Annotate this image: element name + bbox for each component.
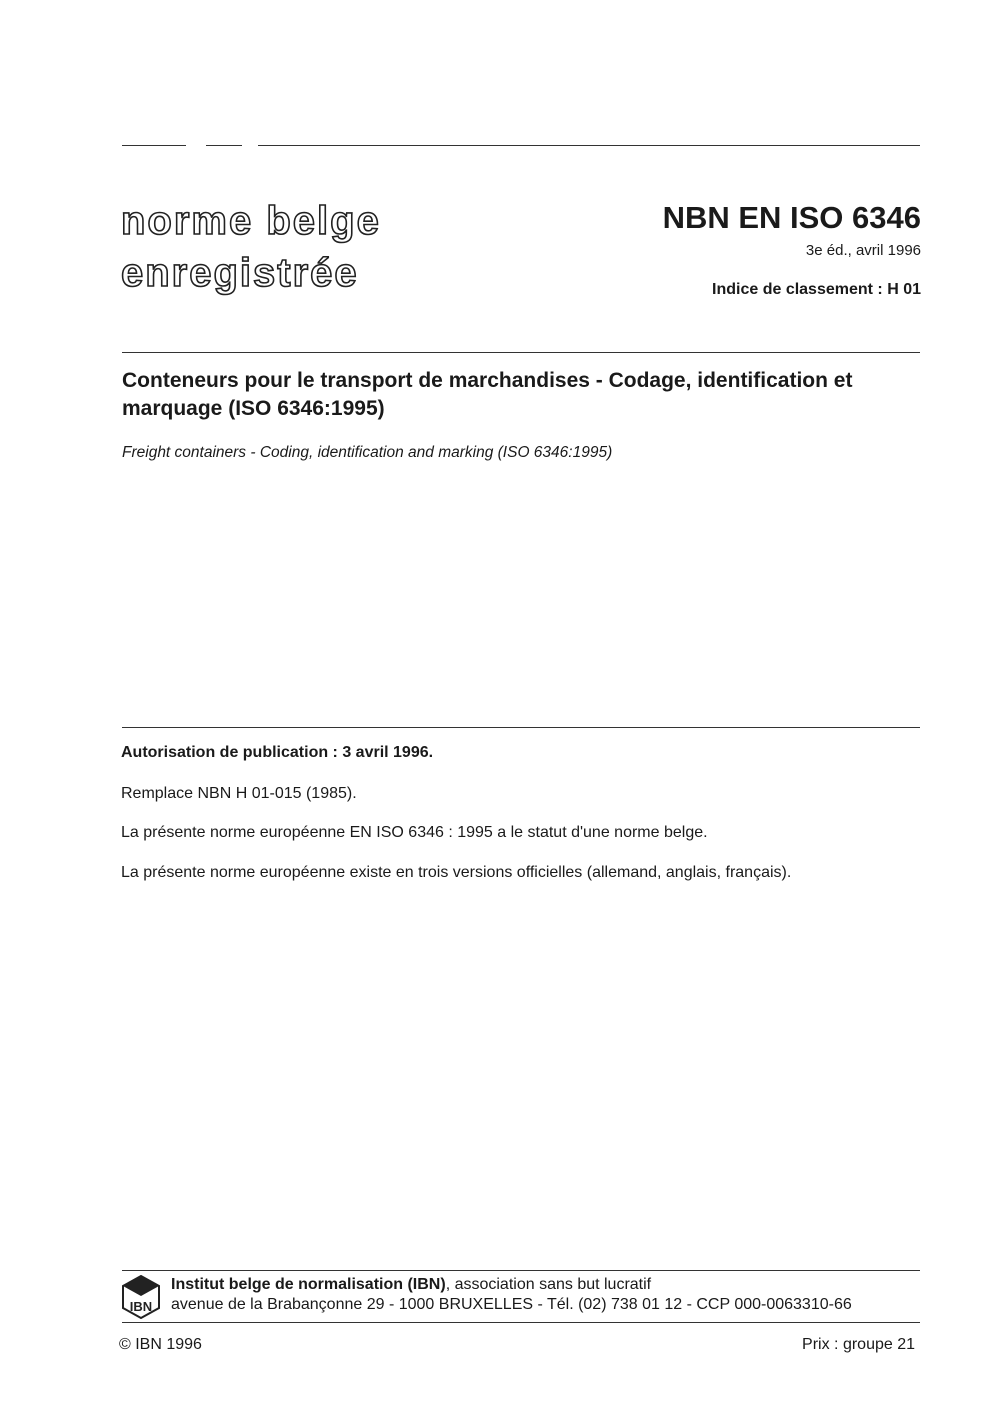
- standard-number: NBN EN ISO 6346: [662, 200, 921, 235]
- title-english: Freight containers - Coding, identification and marking (ISO 6346:1995): [122, 444, 613, 461]
- classification-index: Indice de classement : H 01: [712, 281, 921, 298]
- title-separator: [122, 352, 920, 353]
- ibn-logo-text: IBN: [129, 1299, 153, 1314]
- versions-note: La présente norme européenne existe en trois versions officielles (allemand, anglais, français).: [121, 864, 792, 881]
- title-french: Conteneurs pour le transport de marchandises - Codage, identification et marquage (ISO 6346:1995): [122, 369, 853, 420]
- edition-date: 3e éd., avril 1996: [805, 242, 921, 259]
- status-note: La présente norme européenne EN ISO 6346 : 1995 a le statut d'une norme belge.: [121, 824, 708, 841]
- publication-authorization: Autorisation de publication : 3 avril 1996.: [121, 744, 434, 761]
- publication-separator: [122, 727, 920, 728]
- copyright: © IBN 1996: [119, 1336, 202, 1353]
- top-rule-segment-3: [258, 145, 920, 146]
- institute-address: avenue de la Brabançonne 29 - 1000 BRUXELLES - Tél. (02) 738 01 12 - CCP 000-0063310-66: [171, 1296, 852, 1313]
- brand-title: [121, 195, 381, 299]
- top-rule-segment-2: [206, 145, 242, 146]
- ibn-logo: [121, 1275, 161, 1319]
- institute-description: , association sans but lucratif: [445, 1276, 652, 1293]
- replaces-note: Remplace NBN H 01-015 (1985).: [121, 785, 357, 802]
- brand-line-1: norme belge: [121, 199, 381, 243]
- institute-name: Institut belge de normalisation (IBN): [171, 1276, 446, 1293]
- institute-line: [171, 1276, 651, 1294]
- footer-top-rule: [122, 1270, 920, 1271]
- footer-bottom-rule: [122, 1322, 920, 1323]
- brand-line-2: enregistrée: [121, 251, 359, 295]
- top-rule-segment-1: [122, 145, 186, 146]
- price-group: Prix : groupe 21: [802, 1336, 915, 1353]
